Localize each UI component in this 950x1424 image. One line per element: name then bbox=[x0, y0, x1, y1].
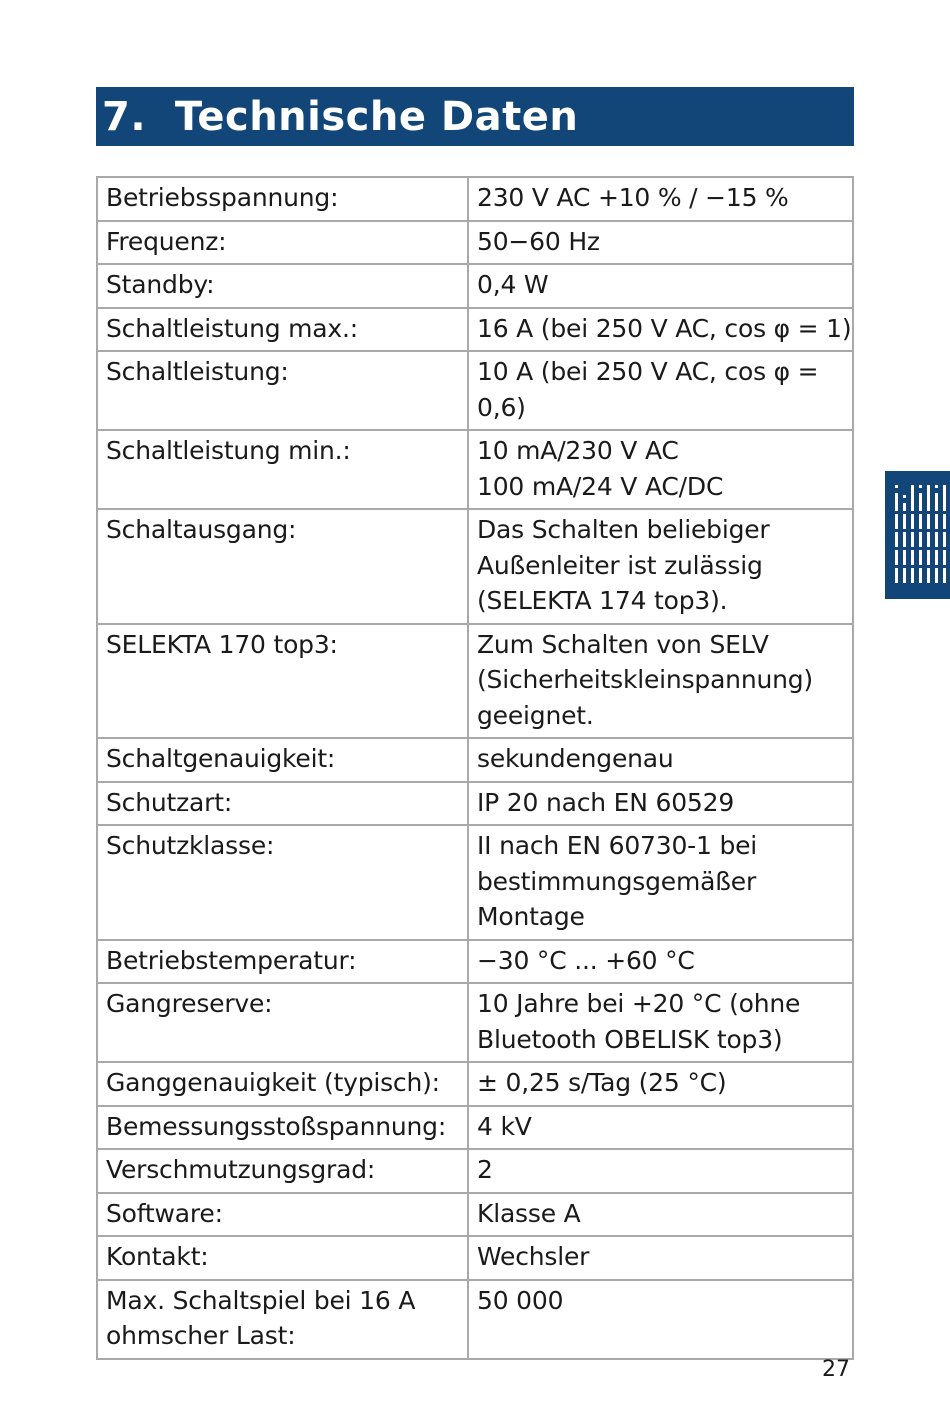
spec-value: 0,4 W bbox=[468, 264, 853, 308]
table-row bbox=[97, 430, 853, 509]
page-number: 27 bbox=[822, 1357, 850, 1382]
table-row bbox=[97, 940, 853, 984]
spec-label: Max. Schaltspiel bei 16 A ohmscher Last: bbox=[97, 1280, 468, 1359]
spec-label: Standby: bbox=[97, 264, 468, 308]
spec-label: Verschmutzungsgrad: bbox=[97, 1149, 468, 1193]
language-tab-icon bbox=[885, 471, 950, 599]
spec-value: 4 kV bbox=[468, 1106, 853, 1150]
table-row bbox=[97, 264, 853, 308]
spec-value: −30 °C ... +60 °C bbox=[468, 940, 853, 984]
spec-value: 50−60 Hz bbox=[468, 221, 853, 265]
table-row bbox=[97, 351, 853, 430]
table-row bbox=[97, 825, 853, 940]
spec-value: sekundengenau bbox=[468, 738, 853, 782]
table-row bbox=[97, 782, 853, 826]
spec-label: Kontakt: bbox=[97, 1236, 468, 1280]
spec-value: 10 A (bei 250 V AC, cos φ = 0,6) bbox=[468, 351, 853, 430]
table-row bbox=[97, 983, 853, 1062]
spec-label: Gangreserve: bbox=[97, 983, 468, 1062]
table-row bbox=[97, 1193, 853, 1237]
spec-label: Frequenz: bbox=[97, 221, 468, 265]
spec-label: Schaltgenauigkeit: bbox=[97, 738, 468, 782]
spec-label: Betriebstemperatur: bbox=[97, 940, 468, 984]
table-row bbox=[97, 509, 853, 624]
spec-label: Schaltleistung min.: bbox=[97, 430, 468, 509]
spec-label: Betriebsspannung: bbox=[97, 177, 468, 221]
section-heading-bar bbox=[96, 87, 854, 146]
table-row bbox=[97, 1280, 853, 1359]
spec-value: 16 A (bei 250 V AC, cos φ = 1) bbox=[468, 308, 853, 352]
spec-value: Klasse A bbox=[468, 1193, 853, 1237]
technical-data-table bbox=[96, 176, 854, 1360]
table-row bbox=[97, 738, 853, 782]
spec-value: Wechsler bbox=[468, 1236, 853, 1280]
spec-label: Schaltausgang: bbox=[97, 509, 468, 624]
spec-value: II nach EN 60730-1 bei bestimmungsgemäßer Montage bbox=[468, 825, 853, 940]
spec-label: Schutzart: bbox=[97, 782, 468, 826]
spec-value: 50 000 bbox=[468, 1280, 853, 1359]
table-row bbox=[97, 624, 853, 739]
table-row bbox=[97, 1149, 853, 1193]
spec-value: IP 20 nach EN 60529 bbox=[468, 782, 853, 826]
section-title: 7. Technische Daten bbox=[102, 93, 579, 140]
spec-label: Ganggenauigkeit (typisch): bbox=[97, 1062, 468, 1106]
table-row bbox=[97, 1236, 853, 1280]
spec-label: Software: bbox=[97, 1193, 468, 1237]
spec-value: 10 mA/230 V AC 100 mA/24 V AC/DC bbox=[468, 430, 853, 509]
table-row bbox=[97, 308, 853, 352]
table-row bbox=[97, 177, 853, 221]
spec-label: Bemessungsstoßspannung: bbox=[97, 1106, 468, 1150]
language-tab-marker bbox=[885, 471, 950, 599]
spec-value: Das Schalten beliebiger Außenleiter ist zulässig (SELEKTA 174 top3). bbox=[468, 509, 853, 624]
spec-label: Schaltleistung max.: bbox=[97, 308, 468, 352]
table-row bbox=[97, 221, 853, 265]
spec-value: Zum Schalten von SELV (Sicherheitskleinspannung) geeignet. bbox=[468, 624, 853, 739]
spec-label: Schutzklasse: bbox=[97, 825, 468, 940]
spec-value: ± 0,25 s/Tag (25 °C) bbox=[468, 1062, 853, 1106]
table-row bbox=[97, 1106, 853, 1150]
spec-value: 10 Jahre bei +20 °C (ohne Bluetooth OBELISK top3) bbox=[468, 983, 853, 1062]
spec-value: 230 V AC +10 % / −15 % bbox=[468, 177, 853, 221]
spec-value: 2 bbox=[468, 1149, 853, 1193]
table-row bbox=[97, 1062, 853, 1106]
spec-label: SELEKTA 170 top3: bbox=[97, 624, 468, 739]
spec-label: Schaltleistung: bbox=[97, 351, 468, 430]
